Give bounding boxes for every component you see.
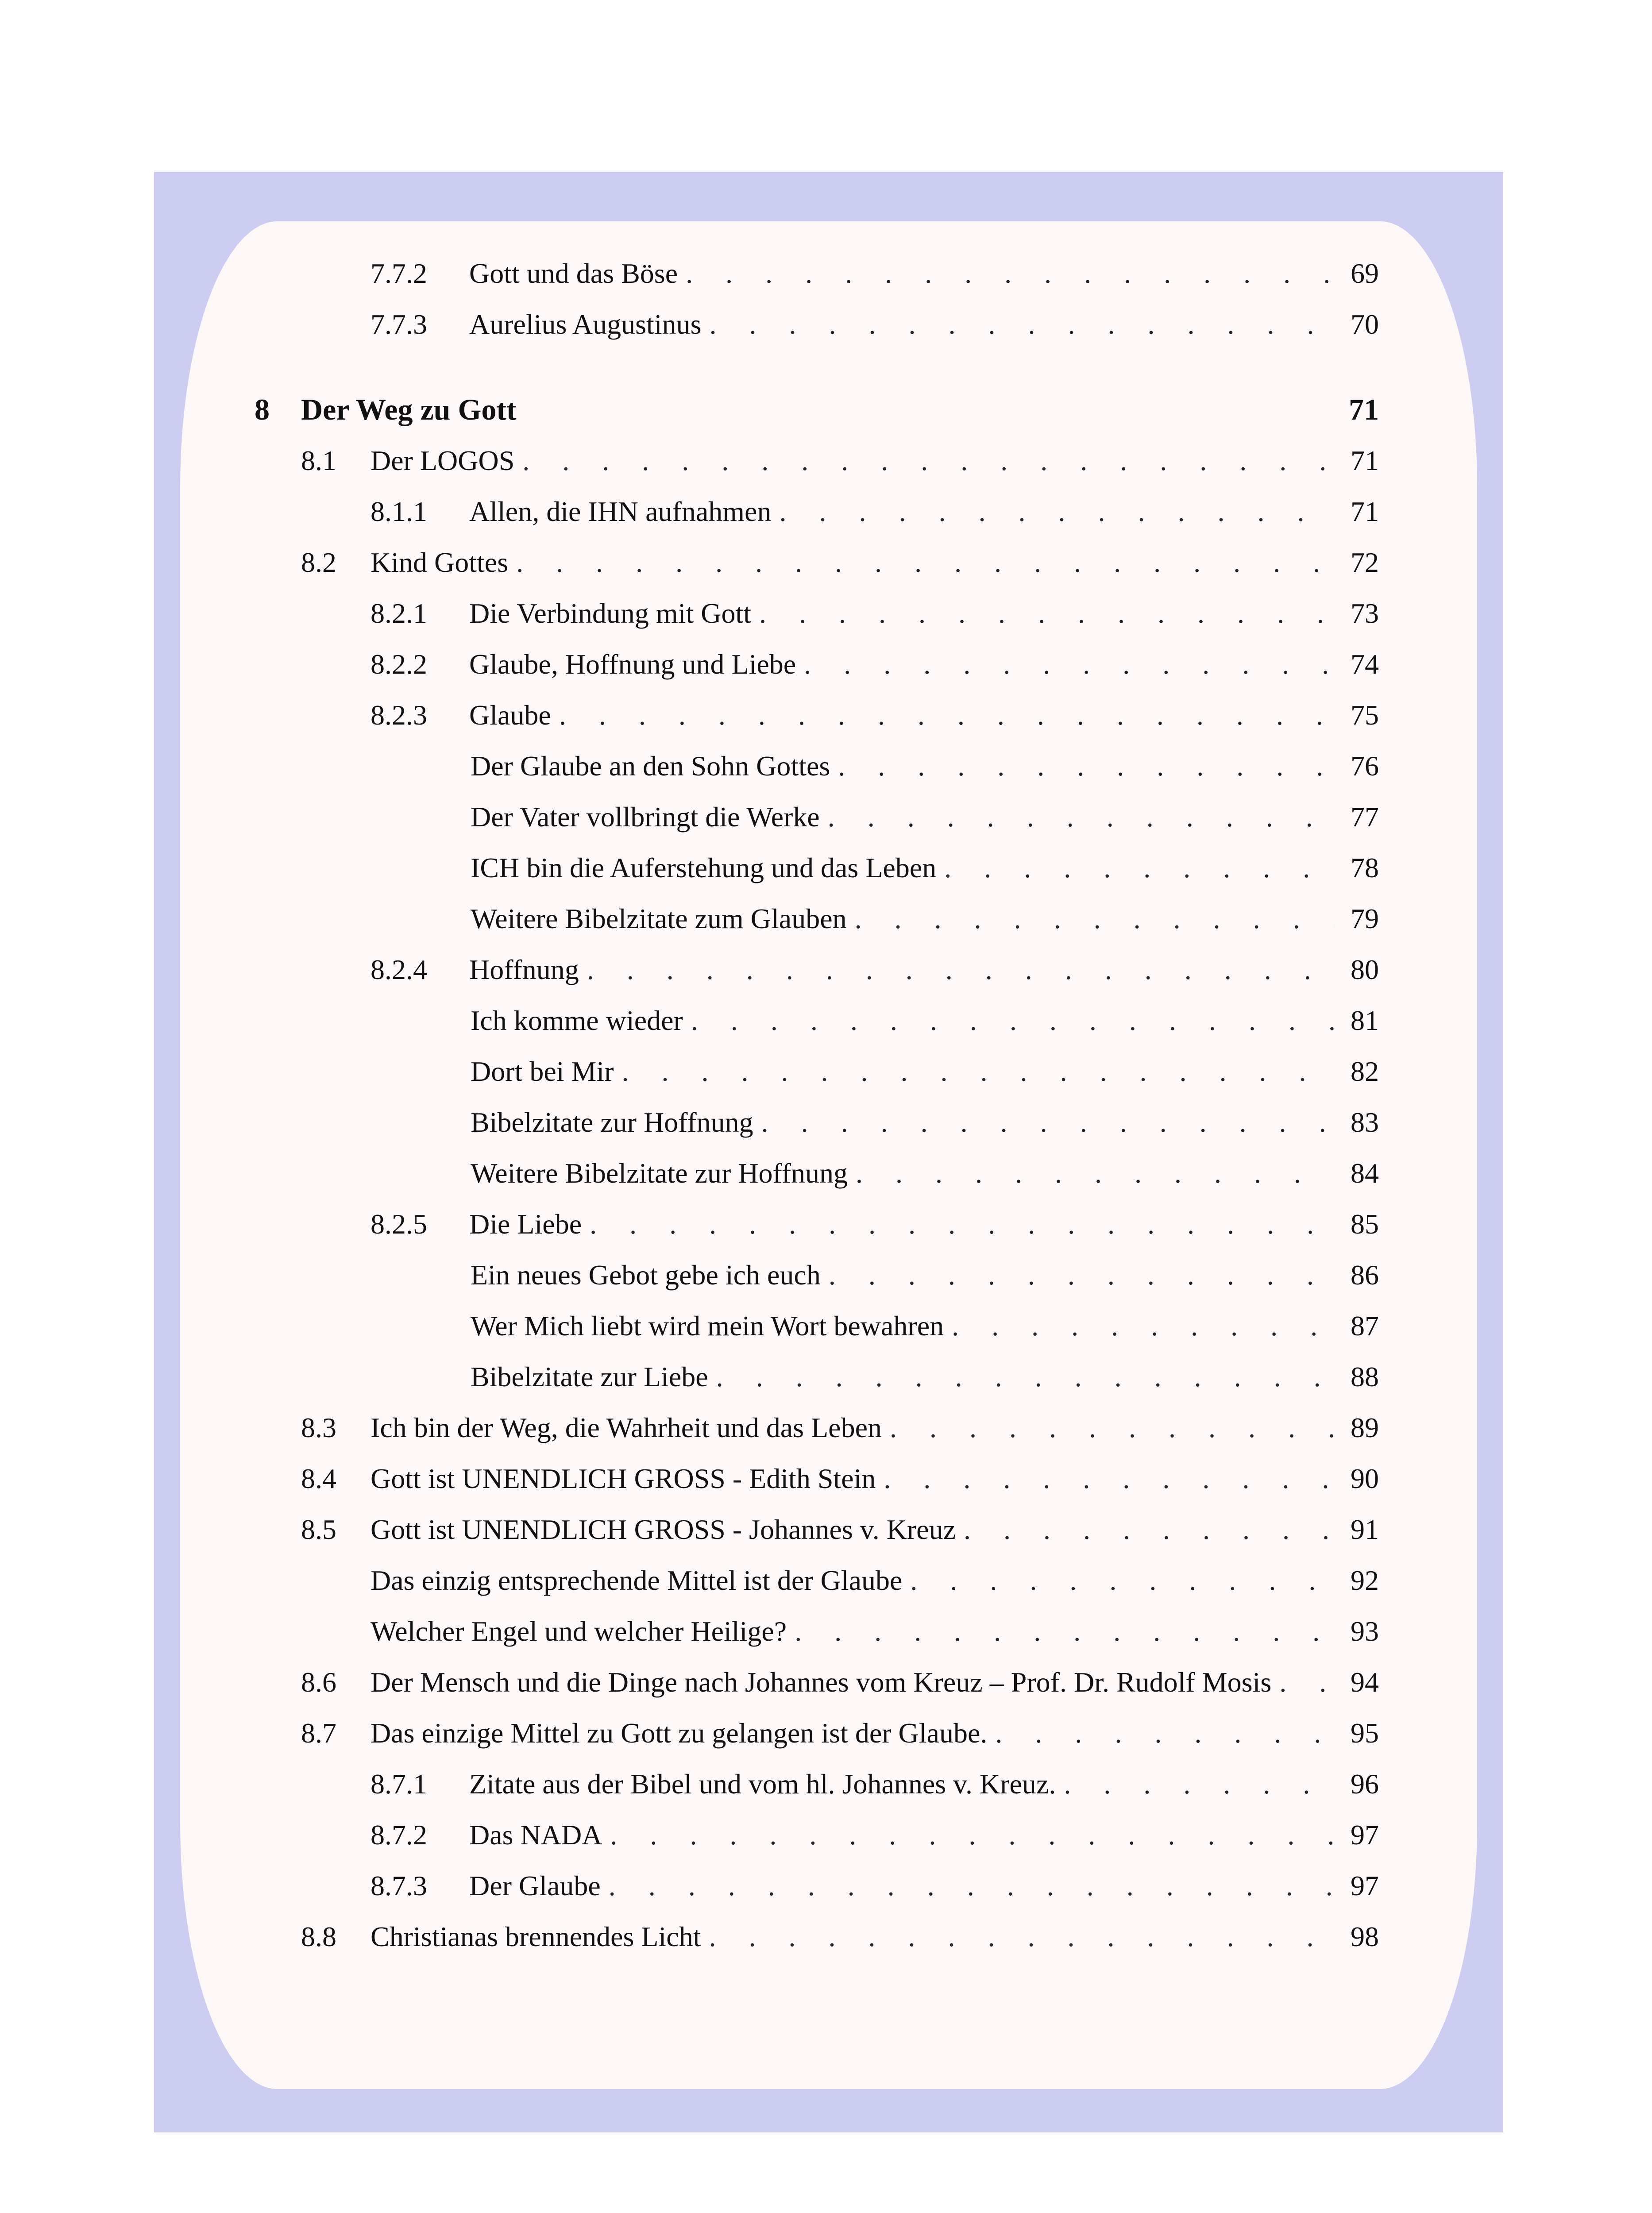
toc-entry-title: Ich komme wieder [471,995,691,1046]
toc-entry-line [469,944,1379,995]
toc-entry[interactable] [255,893,1379,944]
toc-entry[interactable] [255,639,1379,690]
toc-entry[interactable] [255,486,1379,537]
toc-entry-line [371,1555,1379,1606]
toc-entry-page-number: 81 [1351,1005,1379,1036]
toc-entry-number: 8.7.2 [371,1819,427,1851]
toc-entry-title: Das einzige Mittel zu Gott zu gelangen ist der Glaube. [371,1708,995,1758]
toc-entry-page-number: 85 [1351,1208,1379,1240]
toc-entry-page-number: 98 [1351,1921,1379,1952]
toc-entry-title: Der LOGOS [371,435,522,486]
toc-entry-line [469,1199,1379,1249]
dot-leader [516,537,1335,588]
toc-entry-line [371,537,1379,588]
dot-leader [1064,1758,1335,1809]
toc-entry[interactable] [255,1097,1379,1148]
toc-entry-line [471,995,1379,1046]
toc-entry-title: Glaube, Hoffnung und Liebe [469,639,804,690]
toc-entry-page-number: 91 [1351,1514,1379,1545]
toc-entry[interactable] [255,1453,1379,1504]
toc-entry-line [371,1402,1379,1453]
dot-leader [1279,1657,1335,1708]
dot-leader [829,1249,1335,1300]
toc-entry-line [371,435,1379,486]
toc-entry-page-number: 80 [1351,954,1379,985]
dot-leader [804,639,1335,690]
toc-entry-title: Die Verbindung mit Gott [469,588,759,639]
toc-entry-line [469,1758,1379,1809]
toc-entry[interactable] [255,995,1379,1046]
toc-entry-page-number: 72 [1351,547,1379,578]
toc-entry-page-number: 69 [1351,258,1379,289]
toc-entry-line [301,384,1379,435]
toc-entry-line [371,1657,1379,1708]
toc-entry-page-number: 97 [1351,1870,1379,1901]
toc-entry-number: 7.7.2 [371,258,427,289]
toc-entry-title: Welcher Engel und welcher Heilige? [371,1606,795,1657]
dot-leader [590,1199,1335,1249]
toc-entry-page-number: 90 [1351,1463,1379,1494]
toc-entry-page-number: 95 [1351,1717,1379,1749]
toc-entry[interactable] [255,791,1379,842]
toc-entry-page-number: 86 [1351,1259,1379,1291]
toc-entry-page-number: 71 [1349,393,1379,426]
toc-entry-number: 8.7 [301,1717,336,1749]
toc-entry-line [469,588,1379,639]
toc-entry-number: 8.5 [301,1514,336,1545]
toc-entry-title: Wer Mich liebt wird mein Wort bewahren [471,1300,952,1351]
toc-entry-page-number: 83 [1351,1106,1379,1138]
toc-entry-title: Ein neues Gebot gebe ich euch [471,1249,829,1300]
toc-entry-title: Die Liebe [469,1199,590,1249]
dot-leader [884,1453,1335,1504]
dot-leader [838,740,1335,791]
toc-entry[interactable] [255,1504,1379,1555]
toc-entry-page-number: 75 [1351,699,1379,731]
toc-entry[interactable] [255,435,1379,486]
toc-entry-line [471,1148,1379,1199]
toc-entry-title: Gott ist UNENDLICH GROSS - Edith Stein [371,1453,884,1504]
dot-leader [686,248,1335,299]
toc-entry[interactable] [255,690,1379,740]
toc-entry-title: Das einzig entsprechende Mittel ist der Glaube [371,1555,910,1606]
toc-entry-number: 8.1 [301,445,336,476]
toc-entry-line [371,1708,1379,1758]
toc-entry-page-number: 70 [1351,308,1379,340]
toc-entry-line [469,486,1379,537]
toc-entry-page-number: 82 [1351,1056,1379,1087]
toc-entry[interactable] [255,537,1379,588]
toc-entry-title: Bibelzitate zur Hoffnung [471,1097,761,1148]
toc-entry-page-number: 84 [1351,1157,1379,1189]
toc-entry-line [471,893,1379,944]
dot-leader [856,1148,1335,1199]
toc-entry-number: 8.8 [301,1921,336,1952]
toc-chapter-entry[interactable] [255,384,1379,435]
toc-entry-title: Das NADA [469,1809,610,1860]
toc-entry-page-number: 76 [1351,750,1379,782]
toc-entry[interactable] [255,1809,1379,1860]
toc-entry-title: Der Mensch und die Dinge nach Johannes vom Kreuz – Prof. Dr. Rudolf Mosis [371,1657,1279,1708]
toc-entry[interactable] [255,1199,1379,1249]
dot-leader [952,1300,1335,1351]
toc-entry[interactable] [255,248,1379,299]
dot-leader [855,893,1335,944]
toc-entry-number: 8.2.1 [371,598,427,629]
toc-entry-title: Weitere Bibelzitate zum Glauben [471,893,855,944]
toc-entry[interactable] [255,1758,1379,1809]
toc-entry[interactable] [255,944,1379,995]
dot-leader [609,1860,1335,1911]
toc-entry-title: Gott ist UNENDLICH GROSS - Johannes v. Kreuz [371,1504,964,1555]
toc-entry[interactable] [255,1046,1379,1097]
toc-entry-title: ICH bin die Auferstehung und das Leben [471,842,944,893]
dot-leader [944,842,1335,893]
dot-leader [622,1046,1335,1097]
dot-leader [759,588,1335,639]
toc-entry-page-number: 78 [1351,852,1379,883]
toc-entry[interactable] [255,1300,1379,1351]
toc-entry-title: Glaube [469,690,559,740]
toc-entry-number: 7.7.3 [371,308,427,340]
toc-entry-page-number: 94 [1351,1666,1379,1698]
toc-entry[interactable] [255,1657,1379,1708]
toc-entry-line [469,1860,1379,1911]
toc-entry[interactable] [255,1148,1379,1199]
toc-entry-number: 8.3 [301,1412,336,1443]
toc-entry[interactable] [255,1860,1379,1911]
toc-entry-page-number: 97 [1351,1819,1379,1851]
toc-entry-line [469,248,1379,299]
toc-entry-title: Ich bin der Weg, die Wahrheit und das Leben [371,1402,890,1453]
table-of-contents [255,248,1379,1962]
dot-leader [709,299,1335,350]
toc-entry-page-number: 89 [1351,1412,1379,1443]
toc-entry[interactable] [255,588,1379,639]
toc-entry-line [471,791,1379,842]
toc-entry-number: 8.1.1 [371,496,427,527]
toc-entry-title: Aurelius Augustinus [469,299,709,350]
toc-entry-title: Allen, die IHN aufnahmen [469,486,779,537]
toc-entry-number: 8.2.3 [371,699,427,731]
toc-entry-page-number: 88 [1351,1361,1379,1392]
dot-leader [559,690,1335,740]
toc-entry-page-number: 74 [1351,648,1379,680]
toc-entry-line [469,639,1379,690]
toc-entry-number: 8.2.5 [371,1208,427,1240]
toc-entry-line [371,1504,1379,1555]
dot-leader [828,791,1335,842]
toc-entry-page-number: 71 [1351,496,1379,527]
toc-entry-number: 8.2.4 [371,954,427,985]
toc-entry-number: 8.2 [301,547,336,578]
toc-entry[interactable] [255,1708,1379,1758]
toc-entry[interactable] [255,1555,1379,1606]
toc-entry[interactable] [255,1249,1379,1300]
dot-leader [964,1504,1335,1555]
toc-entry-line [471,1249,1379,1300]
toc-entry-title: Dort bei Mir [471,1046,622,1097]
dot-leader [910,1555,1335,1606]
dot-leader [610,1809,1335,1860]
toc-entry-title: Christianas brennendes Licht [371,1911,709,1962]
toc-entry-line [469,690,1379,740]
toc-entry-number: 8.7.3 [371,1870,427,1901]
toc-entry-line [471,1300,1379,1351]
dot-leader [709,1911,1335,1962]
toc-entry-number: 8.7.1 [371,1768,427,1800]
dot-leader [761,1097,1335,1148]
toc-entry-line [469,1809,1379,1860]
toc-entry-line [471,1046,1379,1097]
toc-entry-page-number: 77 [1351,801,1379,833]
dot-leader [587,944,1335,995]
toc-entry-line [371,1911,1379,1962]
toc-entry[interactable] [255,1351,1379,1402]
toc-entry-line [371,1453,1379,1504]
toc-entry-page-number: 79 [1351,903,1379,934]
dot-leader [522,435,1335,486]
toc-entry-page-number: 96 [1351,1768,1379,1800]
toc-entry-page-number: 73 [1351,598,1379,629]
toc-entry[interactable] [255,1911,1379,1962]
dot-leader [795,1606,1335,1657]
toc-entry-title: Der Weg zu Gott [301,384,525,435]
toc-entry[interactable] [255,740,1379,791]
toc-entry-page-number: 92 [1351,1565,1379,1596]
toc-entry-title: Weitere Bibelzitate zur Hoffnung [471,1148,856,1199]
toc-entry[interactable] [255,299,1379,350]
toc-entry-page-number: 71 [1351,445,1379,476]
toc-entry-title: Hoffnung [469,944,587,995]
toc-entry-line [471,740,1379,791]
dot-leader [890,1402,1335,1453]
toc-entry-title: Kind Gottes [371,537,516,588]
toc-entry-line [471,1097,1379,1148]
toc-entry-page-number: 87 [1351,1310,1379,1342]
toc-entry-title: Der Glaube [469,1860,609,1911]
toc-entry-title: Gott und das Böse [469,248,686,299]
toc-entry-title: Bibelzitate zur Liebe [471,1351,716,1402]
dot-leader [716,1351,1335,1402]
toc-entry-page-number: 93 [1351,1615,1379,1647]
toc-entry[interactable] [255,1606,1379,1657]
toc-entry-number: 8.4 [301,1463,336,1494]
toc-entry-number: 8.2.2 [371,648,427,680]
toc-entry-line [471,1351,1379,1402]
toc-entry-line [469,299,1379,350]
toc-entry[interactable] [255,842,1379,893]
toc-entry-line [371,1606,1379,1657]
toc-entry-line [471,842,1379,893]
toc-entry[interactable] [255,1402,1379,1453]
dot-leader [779,486,1335,537]
dot-leader [691,995,1335,1046]
toc-entry-title: Der Vater vollbringt die Werke [471,791,828,842]
toc-entry-number: 8.6 [301,1666,336,1698]
toc-entry-number: 8 [255,393,270,426]
toc-entry-title: Zitate aus der Bibel und vom hl. Johannes v. Kreuz. [469,1758,1064,1809]
dot-leader [995,1708,1335,1758]
toc-entry-title: Der Glaube an den Sohn Gottes [471,740,838,791]
